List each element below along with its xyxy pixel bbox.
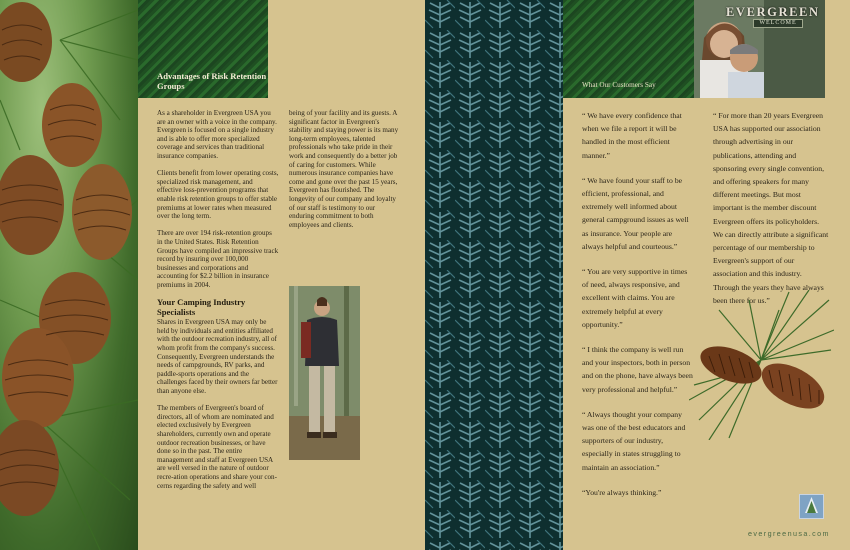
paragraph: As a shareholder in Evergreen USA you are an owner with a voice in the company. Evergreen is focused on a single industry and is able to offer more specialized coverage and services than traditional insurance companies. [157,109,277,160]
welcome-sign: WELCOME [753,19,803,28]
tree-logo-shape [800,495,823,518]
subheading-camping-specialists: Your Camping Industry Specialists [157,297,246,317]
paragraph: Clients benefit from lower operating costs, specialized risk management, and effective loss-prevention programs that enable risk retention groups to offer stable premiums at lower rates when measured over the long term. [157,169,279,221]
pine-cones-illustration [0,0,138,550]
quote: “ I think the company is well run and your inspectors, both in person and on the phone, have always been very professional and helpful.” [582,345,693,394]
quote: “ We have found your staff to be efficient, professional, and extremely well informed about general campground issues as well as insurance. Your people are always helpful and courteous.” [582,175,689,251]
paragraph: Shares in Evergreen USA may only be held by individuals and entities affiliated with the outdoor recreation industry, all of whom profit from the company's success. Consequently, Evergreen understands the needs of campgrounds, RV parks, and paddle-sports operations and the challenges faced by their owners far better than anyone else. [157,318,278,395]
pine-cones-photo [0,0,138,550]
paragraph: being of your facility and its guests. A significant factor in Evergreen's stability and staying power is its many long-term employees, talented professionals who take pride in their work and consequently do a better job of caring for customers. While numerous insurance companies have come and gone over the past 15 years, Evergreen has flourished. The longevity of our company and loyalty of our staff is testimony to our enduring commitment to both employees and clients. [289,109,399,229]
body-column-2 [289,109,401,238]
section-title-advantages: Advantages of Risk Retention Groups [157,71,267,91]
association-quote [713,109,829,307]
section-title-customers: What Our Customers Say [582,81,656,89]
quote: “ We have every confidence that when we file a report it will be handled in the most efficient manner.” [582,111,682,160]
body-column-1 [157,109,279,499]
quote: “You're always thinking.” [582,487,662,497]
quote: “ Always thought your company was one of the best educators and supporters of our industry, especially in states struggling to maintain an association.” [582,409,686,472]
paragraph: The members of Evergreen's board of directors, all of whom are nominated and elected exclusively by Evergreen shareholders, currently own and operate outdoor recreation businesses, or have done so in the past. The entire management and staff at Evergreen USA are well versed in the nature of outdoor recre-ation operations and share your con-cerns regarding the safety and well [157,404,277,490]
blue-spruce-photo [425,0,563,550]
evergreen-logo-text: EVERGREEN [726,5,820,19]
hiker-illustration [289,286,360,460]
spruce-illustration [425,0,563,550]
quote: “ You are very supportive in times of need, always responsive, and excellent with claims. You are extremely helpful at every opportunity.” [582,267,688,329]
pine-cone-sprig-icon [689,290,834,440]
website-url[interactable]: evergreenusa.com [748,529,830,538]
evergreen-tree-logo-icon [799,494,824,519]
paragraph: There are over 194 risk-retention groups in the United States. Risk Retention Groups have compiled an impressive track record by insuring over 100,000 businesses and corporations and accounting for $2.2 billion in insurance premiums in 2004. [157,229,279,289]
hiker-photo [289,286,360,460]
customer-quotes [582,109,694,511]
quote: “ For more than 20 years Evergreen USA has supported our association through advertising in our publications, attending and sponsoring every single convention, and offering speakers for many different meetings. But most important is the member discount Evergreen offers its policyholders. We can directly attribute a significant percentage of our membership to Evergreen's support of our association and this industry. Through the years they have always been there for us.” [713,111,829,305]
